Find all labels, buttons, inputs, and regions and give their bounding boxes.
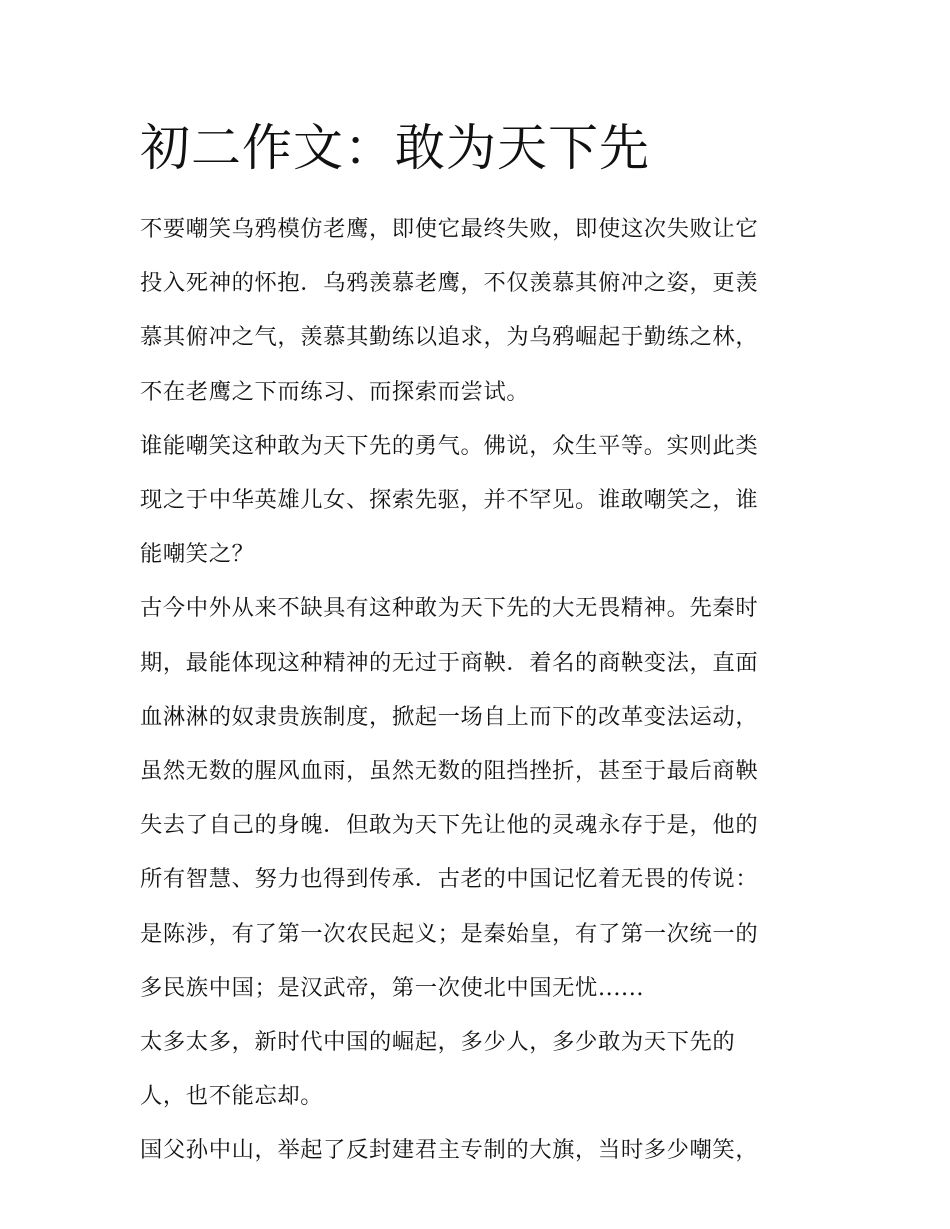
- text-line: 是陈涉，有了第一次农民起义；是秦始皇，有了第一次统一的: [140, 920, 759, 947]
- text-line: 投入死神的怀抱．乌鸦羡慕老鹰，不仅羡慕其俯冲之姿，更羡: [140, 270, 759, 297]
- text-line: 不在老鹰之下而练习、而探索而尝试。: [140, 378, 530, 405]
- text-line: 国父孙中山，举起了反封建君主专制的大旗，当时多少嘲笑，: [140, 1137, 759, 1164]
- text-line: 谁能嘲笑这种敢为天下先的勇气。佛说，众生平等。实则此类: [140, 432, 759, 459]
- text-line: 人，也不能忘却。: [140, 1083, 324, 1110]
- text-line: 古今中外从来不缺具有这种敢为天下先的大无畏精神。先秦时: [140, 595, 759, 622]
- paragraph-4: [140, 1015, 820, 1123]
- text-line: 不要嘲笑乌鸦模仿老鹰，即使它最终失败，即使这次失败让它: [140, 216, 759, 242]
- paragraph-2: [140, 419, 820, 582]
- text-line: 失去了自己的身魄．但敢为天下先让他的灵魂永存于是，他的: [140, 812, 759, 839]
- text-line: 太多太多，新时代中国的崛起，多少人，多少敢为天下先的: [140, 1029, 736, 1056]
- text-line: 多民族中国；是汉武帝，第一次使北中国无忧......: [140, 974, 645, 1001]
- text-line: 虽然无数的腥风血雨，虽然无数的阻挡挫折，甚至于最后商鞅: [140, 758, 759, 785]
- text-line: 现之于中华英雄儿女、探索先驱，并不罕见。谁敢嘲笑之，谁: [140, 487, 759, 514]
- paragraph-3: [140, 581, 820, 1015]
- document-title: 初二作文：敢为天下先: [140, 119, 650, 177]
- text-line: 期，最能体现这种精神的无过于商鞅．着名的商鞅变法，直面: [140, 649, 759, 676]
- text-line: 所有智慧、努力也得到传承．古老的中国记忆着无畏的传说：: [140, 866, 759, 893]
- document-page: [140, 112, 820, 1178]
- paragraph-5: [140, 1123, 820, 1177]
- text-line: 血淋淋的奴隶贵族制度，掀起一场自上而下的改革变法运动，: [140, 703, 759, 730]
- text-line: 慕其俯冲之气，羡慕其勤练以追求，为乌鸦崛起于勤练之林，: [140, 324, 759, 351]
- text-line: 能嘲笑之？: [140, 541, 255, 568]
- paragraph-1: [140, 202, 820, 419]
